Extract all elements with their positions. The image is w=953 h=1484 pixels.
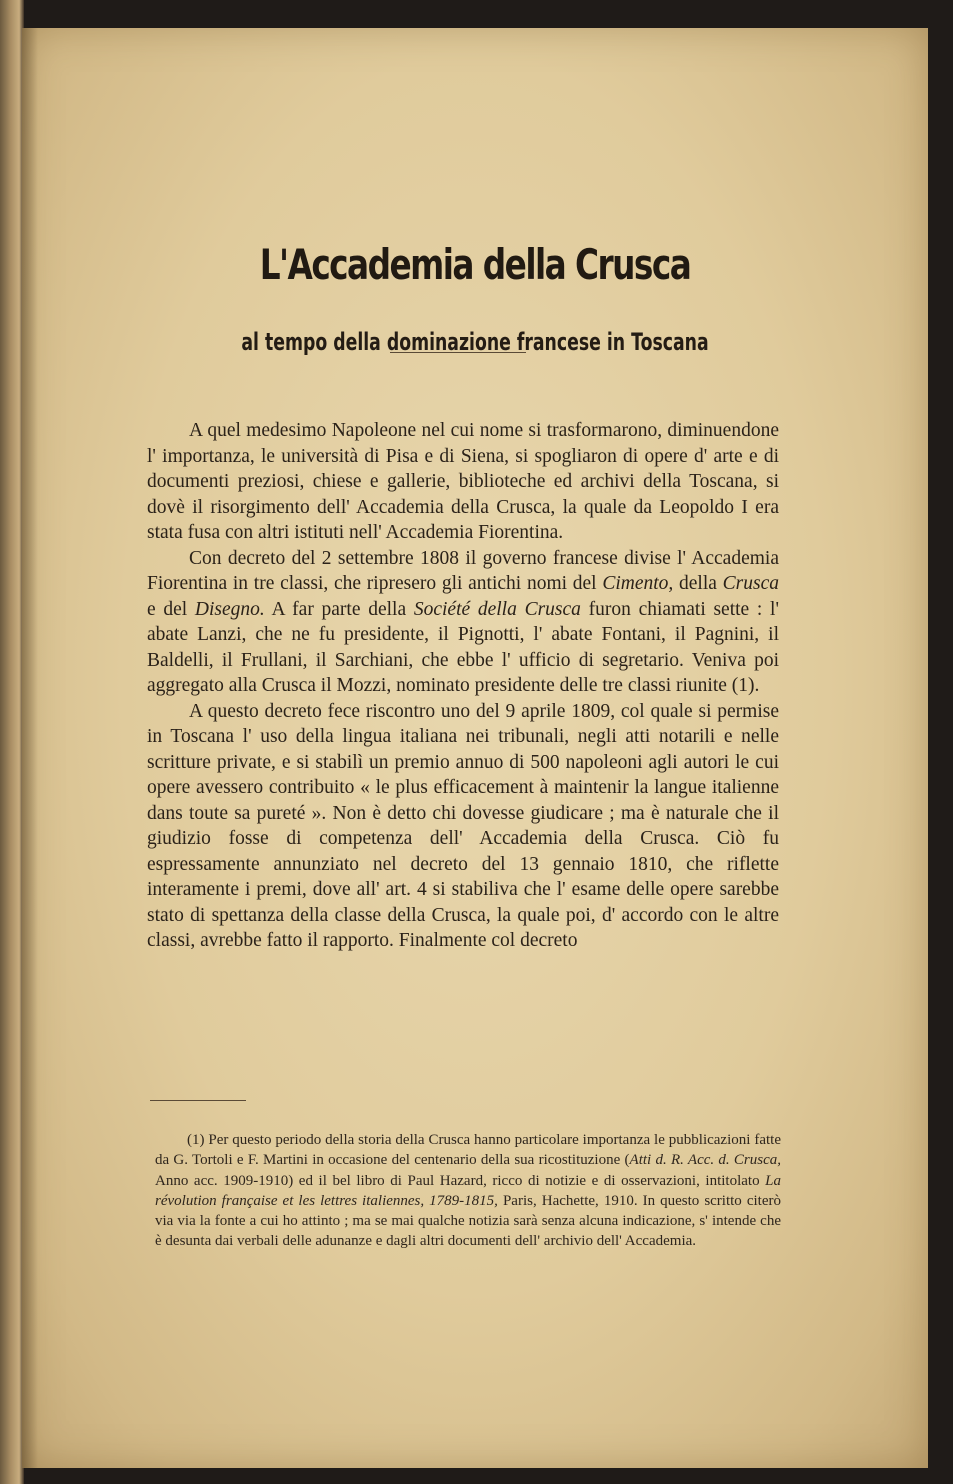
footnote-text [155, 1130, 781, 1252]
italic-run: La révolution française et les lettres italiennes, 1789-1815, [155, 1172, 781, 1209]
text-run: furon chiamati sette : l' abate Lanzi, che ne fu presidente, il Pignotti, l' abate Fontani, il Pagnini, il Baldelli, il Frullani, il Sarchiani, che ebbe l' ufficio di segretario. Veniva poi aggregato alla Crusca il Mozzi, nominato presidente delle tre classi riunite (1). [147, 598, 779, 696]
text-run: Paris, Hachette, 1910. In questo scritto citerò via via la fonte a cui ho attinto ; ma se mai qualche notizia sarà senza alcuna indicazione, s' intende che è desunta dai verbali delle adunanze e dagli altri documenti dell' archivio dell' Accademia. [155, 1192, 781, 1250]
main-text [147, 418, 779, 954]
italic-run: Disegno. [194, 598, 265, 620]
footnote-divider [150, 1100, 246, 1101]
footnote [155, 1130, 781, 1252]
text-run: e del [147, 598, 195, 620]
chapter-subtitle: al tempo della dominazione francese in Toscana [241, 328, 709, 356]
page-gutter-shadow [22, 28, 38, 1468]
text-run: A far parte della [264, 598, 414, 620]
text-run: della [673, 573, 723, 594]
paragraph [147, 546, 779, 699]
paragraph [147, 699, 779, 954]
page [22, 28, 928, 1468]
text-run: (1) Per questo periodo della storia della Crusca hanno particolare importanza le pubblicazioni fatte da G. Tortoli e F. Martini in occasione del centenario della sua ricostituzione ( [155, 1132, 781, 1169]
chapter-title: L'Accademia della Crusca [259, 240, 691, 289]
title-divider [390, 352, 526, 353]
text-run: A quel medesimo Napoleone nel cui nome si trasformarono, diminuendone l' importanza, le università di Pisa e di Siena, si spogliaron di opere d' arte e di documenti preziosi, chiese e gallerie, biblioteche ed archivi della Toscana, si dovè il risorgimento dell' Accademia della Crusca, la quale da Leopoldo I era stata fusa con altri istituti nell' Accademia Fiorentina. [147, 420, 779, 543]
previous-page-edge [0, 0, 24, 1484]
text-run: Con decreto del 2 settembre 1808 il governo francese divise l' Accademia Fiorentina in tre classi, che ripresero gli antichi nomi del [147, 547, 779, 594]
paragraph [147, 418, 779, 546]
italic-run: Crusca [722, 573, 779, 594]
italic-run: Atti d. R. Acc. d. Crusca, [629, 1152, 782, 1169]
text-run: A questo decreto fece riscontro uno del 9 aprile 1809, col quale si permise in Toscana l' uso della lingua italiana nei tribunali, negli atti notarili e nelle scritture private, e si stabilì un premio annuo di 500 napoleoni agli autori le cui opere avessero contribuito « le plus efficacement à maintenir la langue italienne dans toute sa pureté ». Non è detto chi dovesse giudicare ; ma è naturale che il giudizio fosse di competenza dell' Accademia della Crusca. Ciò fu espressamente annunziato nel decreto del 13 gennaio 1810, che riflette interamente i premi, dove all' art. 4 si stabiliva che l' esame delle opere sarebbe stato di spettanza della classe della Crusca, la quale poi, d' accordo con le altre classi, avrebbe fatto il rapporto. Finalmente col decreto [147, 700, 779, 951]
italic-run: Société della Crusca [413, 598, 581, 620]
italic-run: Cimento, [602, 573, 674, 594]
text-run: Anno acc. 1909-1910) ed il bel libro di Paul Hazard, ricco di notizie e di osservazioni, intitolato [155, 1172, 766, 1189]
